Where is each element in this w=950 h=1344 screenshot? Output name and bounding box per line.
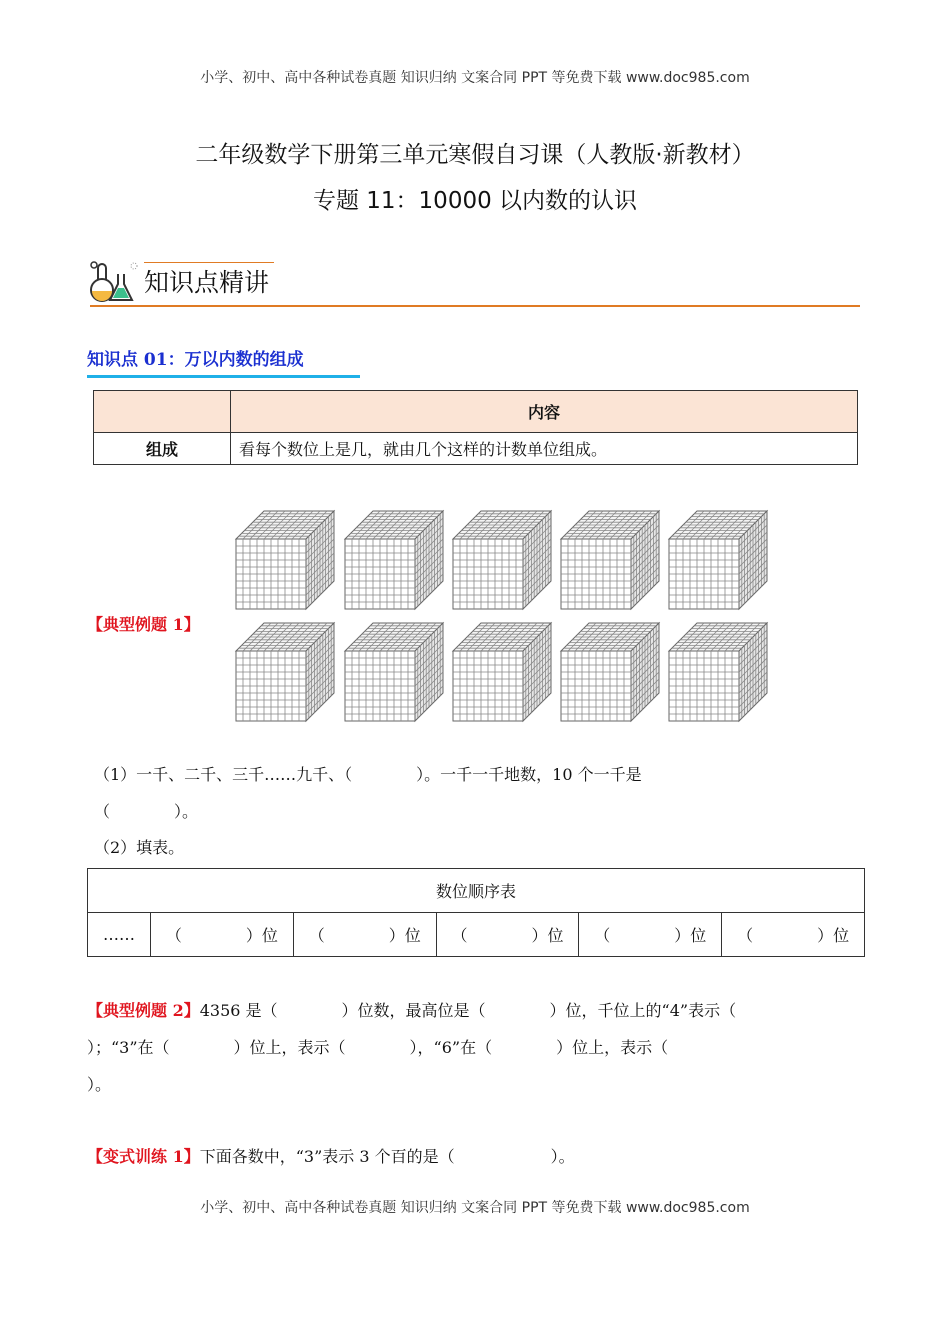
document-title: 二年级数学下册第三单元寒假自习课（人教版·新教材） [195, 142, 755, 168]
thousand-cube [236, 623, 334, 721]
place-cell[interactable]: （ ）位 [579, 913, 722, 957]
place-cell[interactable]: （ ）位 [436, 913, 579, 957]
thousand-cube [453, 623, 551, 721]
example2-line2: ）；“3”在（ ）位上，表示（ ），“6”在（ ）位上，表示（ [87, 1038, 669, 1057]
example2-line3: ）。 [87, 1075, 112, 1094]
document-subtitle: 专题 11：10000 以内数的认识 [312, 188, 638, 214]
row-text: 看每个数位上是几，就由几个这样的计数单位组成。 [231, 433, 858, 465]
page-header: 小学、初中、高中各种试卷真题 知识归纳 文案合同 PPT 等免费下载 www.doc985.com [200, 70, 750, 86]
place-cell[interactable]: （ ）位 [151, 913, 294, 957]
thousand-cube [345, 511, 443, 609]
example1-q1: （1）一千、二千、三千……九千、（ ）。一千一千地数，10 个一千是 [94, 765, 642, 784]
thousand-cube [561, 623, 659, 721]
page-footer: 小学、初中、高中各种试卷真题 知识归纳 文案合同 PPT 等免费下载 www.doc985.com [200, 1200, 750, 1216]
example2-line1: 4356 是（ ）位数，最高位是（ ）位，千位上的“4”表示（ [199, 1001, 737, 1020]
thousand-cube [453, 511, 551, 609]
table-caption: 数位顺序表 [88, 869, 865, 913]
place-cell[interactable]: （ ）位 [293, 913, 436, 957]
row-label: 组成 [94, 433, 231, 465]
place-cell: …… [88, 913, 151, 957]
thousand-cube [669, 511, 767, 609]
example1-label: 【典型例题 1】 [87, 615, 200, 634]
thousand-cube [669, 623, 767, 721]
thousand-cube [345, 623, 443, 721]
table-header-content: 内容 [231, 391, 858, 433]
example1-q1-cont: （ ）。 [94, 802, 199, 821]
place-cell[interactable]: （ ）位 [722, 913, 865, 957]
practice1-label: 【变式训练 1】 [87, 1147, 200, 1166]
thousand-cube [236, 511, 334, 609]
thousand-cube [561, 511, 659, 609]
practice1-text: 下面各数中，“3”表示 3 个百的是（ ）。 [199, 1147, 575, 1166]
knowledge-point-title: 知识点 01：万以内数的组成 [87, 350, 304, 370]
place-value-table [87, 868, 865, 957]
example1-q2: （2）填表。 [94, 838, 185, 857]
example2-label: 【典型例题 2】 [87, 1001, 200, 1020]
section-heading: 知识点精讲 [144, 268, 270, 297]
